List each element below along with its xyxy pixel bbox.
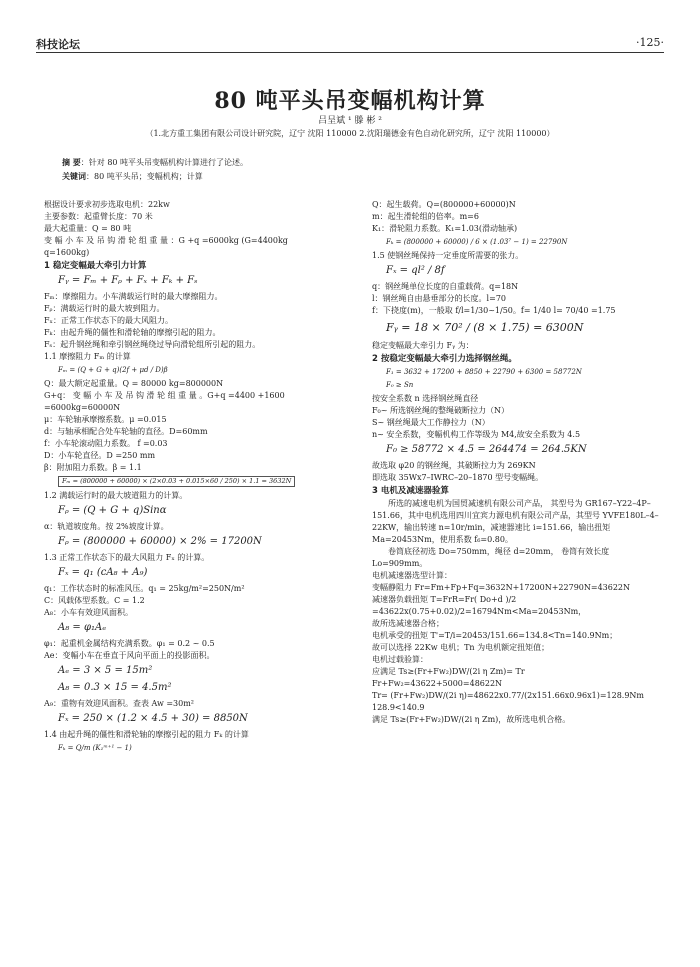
body-text-line: 128.9<140.9 bbox=[372, 703, 425, 712]
body-text-line: q=1600kg) bbox=[44, 248, 90, 257]
body-text-line: Q：最大额定起重量。Q = 80000 kg=800000N bbox=[44, 379, 224, 388]
left-column bbox=[44, 199, 339, 756]
body-text-line: 按安全系数 n 选择钢丝绳直径 bbox=[372, 394, 479, 403]
body-text-line: Fₘ：摩擦阻力。小车满载运行时的最大摩擦阻力。 bbox=[44, 292, 223, 301]
body-text-line: Tr= (Fr+Fw₂)DW/(2i η)=48622x0.77/(2x151.66x0.96x1)=128.9Nm bbox=[372, 691, 645, 700]
body-text-line: 电机承受的扭矩 T'=T/i=20453/151.66=134.8<Tn=140.9Nm； bbox=[372, 631, 618, 640]
body-text-line: 故所选减速器合格； bbox=[372, 619, 444, 628]
page-number: ·125· bbox=[636, 36, 664, 49]
body-text-line: 1.3 正常工作状态下的最大风阻力 Fₓ 的计算。 bbox=[44, 553, 210, 562]
paper-title: 80 吨平头吊变幅机构计算 bbox=[214, 88, 486, 114]
body-text-line: α：轨道坡度角。按 2%坡度计算。 bbox=[44, 522, 169, 531]
section-heading: 1 稳定变幅最大牵引力计算 bbox=[44, 261, 147, 271]
body-text-line: 最大起重量：Q = 80 吨 bbox=[44, 224, 132, 233]
equation: Fₖ = Q/m (K₁ᵐ⁺¹ − 1) bbox=[58, 744, 132, 752]
body-text-line: 电机过载验算： bbox=[372, 655, 428, 664]
body-paragraph: 所选的减速电机为国贸减速机有限公司产品， 其型号为 GR167–Y22–4P–151.66，其中电机选用四川宜宾力源电机有限公司产品，其型号 YVFE180L–4–22KW，输出转速 n=10r/min，减速器速比 i=151.66，输出扭矩 Ma=20453Nm，使用系数 f₆=0.80。 bbox=[372, 499, 659, 544]
body-text-line: Ae：变幅小车在垂直于风向平面上的投影面积。 bbox=[44, 651, 215, 660]
abstract bbox=[62, 157, 248, 168]
section-heading: 3 电机及减速器验算 bbox=[372, 486, 449, 496]
body-text-line: f：小车轮滚动阻力系数。 f =0.03 bbox=[44, 439, 168, 448]
equation: A₈ = φ₁Aₑ bbox=[58, 622, 107, 633]
body-text-line: =43622x(0.75+0.02)/2=16794Nm<Ma=20453Nm， bbox=[372, 607, 587, 616]
keywords bbox=[62, 171, 203, 182]
body-text-line: D：小车轮直径。D =250 mm bbox=[44, 451, 156, 460]
body-text-line: 主要参数：起重臂长度：70 米 bbox=[44, 212, 153, 221]
body-text-line: q：钢丝绳单位长度的自重载荷。q=18N bbox=[372, 282, 519, 291]
equation: Fₘ = (Q + G + q)(2f + μd / D)β bbox=[58, 366, 168, 374]
body-text-line: A₈：小车有效迎风面积。 bbox=[44, 608, 133, 617]
body-text-line: 故选取 φ20 的钢丝绳，其破断拉力为 269KN bbox=[372, 461, 536, 470]
body-text-line: 变 幅 小 车 及 吊 钩 滑 轮 组 重 量 ：G +q =6000kg (G=4400kg bbox=[44, 236, 288, 245]
body-text-line: Q：起生载荷。Q=(800000+60000)N bbox=[372, 200, 516, 209]
body-text-line: f：下挠度(m)，一般取 f/l=1/30~1/50。f= 1/40 l= 70/40 =1.75 bbox=[372, 306, 616, 315]
body-text-line: Fₓ：正常工作状态下的最大风阻力。 bbox=[44, 316, 173, 325]
body-text-line: 电机减速器选型计算： bbox=[372, 571, 452, 580]
equation: A₈ = 0.3 × 15 = 4.5m² bbox=[58, 682, 172, 693]
equation: F₁ = 3632 + 17200 + 8850 + 22790 + 6300 = 58772N bbox=[386, 368, 582, 376]
equation: Fₓ = q₁ (cA₈ + A₉) bbox=[58, 567, 148, 578]
body-text-line: Fr+Fw₂=43622+5000=48622N bbox=[372, 679, 503, 688]
journal-section: 科技论坛 bbox=[36, 38, 80, 51]
body-text-line: 1.2 满载运行时的最大坡道阻力的计算。 bbox=[44, 491, 188, 500]
equation: Fᵨ = (Q + G + q)Sinα bbox=[58, 505, 167, 516]
body-text-line: 1.1 摩擦阻力 Fₘ 的计算 bbox=[44, 352, 131, 361]
equation: Fᵧ = Fₘ + Fᵨ + Fₓ + Fₖ + Fₛ bbox=[58, 275, 198, 286]
body-text-line: Fₖ：由起升绳的僵性和滑轮轴的摩擦引起的阻力。 bbox=[44, 328, 221, 337]
body-paragraph: 卷筒底径初选 Do=750mm，绳径 d=20mm， 卷筒有效长度 Lo=909mm。 bbox=[372, 547, 610, 568]
equation: Fₓ = ql² / 8f bbox=[386, 265, 445, 276]
body-text-line: 稳定变幅最大牵引力 Fᵧ 为： bbox=[372, 341, 474, 350]
body-text-line: Fᵨ：满载运行时的最大坡到阻力。 bbox=[44, 304, 165, 313]
body-text-line: 1.5 使钢丝绳保持一定垂度所需要的张力。 bbox=[372, 251, 524, 260]
equation: Aₑ = 3 × 5 = 15m² bbox=[58, 665, 153, 676]
equation: F₀ ≥ 58772 × 4.5 = 264474 = 264.5KN bbox=[386, 444, 587, 455]
running-header bbox=[36, 36, 664, 53]
affiliations: （1.北方重工集团有限公司设计研究院，辽宁 沈阳 110000 2.沈阳瑞德金有色自动化研究所，辽宁 沈阳 110000） bbox=[145, 129, 555, 138]
body-text-line: F₀~ 所选钢丝绳的整绳破断拉力（N） bbox=[372, 406, 510, 415]
body-text-line: =6000kg=60000N bbox=[44, 403, 121, 412]
equation: Fᵧ = 18 × 70² / (8 × 1.75) = 6300N bbox=[386, 321, 584, 334]
equation: Fₖ = (800000 + 60000) / 6 × (1.03⁷ − 1) = 22790N bbox=[386, 238, 568, 246]
body-text-line: K₁：滑轮阻力系数。K₁=1.03(滑动轴承) bbox=[372, 224, 518, 233]
section-heading: 2 按稳定变幅最大牵引力选择钢丝绳。 bbox=[372, 354, 517, 364]
body-text-line: d：与轴承相配合处车轮轴的直径。D=60mm bbox=[44, 427, 208, 436]
body-text-line: 故可以选择 22Kw 电机；Tn 为电机额定扭矩值； bbox=[372, 643, 550, 652]
body-text-line: β：附加阻力系数。β = 1.1 bbox=[44, 463, 142, 472]
keywords-label: 关键词 bbox=[62, 172, 86, 181]
body-text-line: μ：车轮轴承摩擦系数。μ =0.015 bbox=[44, 415, 167, 424]
equation: Fₓ = 250 × (1.2 × 4.5 + 30) = 8850N bbox=[58, 713, 248, 724]
body-text-line: n~ 安全系数，变幅机构工作等级为 M4,故安全系数为 4.5 bbox=[372, 430, 581, 439]
body-text-line: G+q： 变 幅 小 车 及 吊 钩 滑 轮 组 重 量 。G+q =4400 +1600 bbox=[44, 391, 285, 400]
body-text-line: 应满足 Ts≥(Fr+Fw₂)DW/(2i η Zm)= Tr bbox=[372, 667, 525, 676]
authors: 吕呈斌 ¹ 滕 彬 ² bbox=[318, 116, 382, 126]
equation: F₀ ≥ Sn bbox=[386, 381, 414, 389]
keywords-text: ：80 吨平头吊；变幅机构；计算 bbox=[86, 172, 203, 181]
body-text-line: 变幅静阻力 Fr=Fm+Fp+Fq=3632N+17200N+22790N=43622N bbox=[372, 583, 631, 592]
body-text-line: m：起生滑轮组的倍率。m=6 bbox=[372, 212, 479, 221]
body-text-line: q₁：工作状态时的标准风压。q₁ = 25kg/m²=250N/m² bbox=[44, 584, 245, 593]
abstract-label: 摘 要 bbox=[62, 158, 81, 167]
body-text-line: l：钢丝绳自由悬垂部分的长度。l=70 bbox=[372, 294, 506, 303]
body-text-line: 即选取 35Wx7–IWRC–20–1870 型号变幅绳。 bbox=[372, 473, 544, 482]
body-text-line: 减速器负载扭矩 T=FrR=Fr( Do+d )/2 bbox=[372, 595, 517, 604]
equation: Fₘ = (800000 + 60000) × (2×0.03 + 0.015×60 / 250) × 1.1 = 3632N bbox=[58, 476, 295, 487]
body-text-line: 根据设计要求初步选取电机：22kw bbox=[44, 200, 170, 209]
body-text-line: S~ 钢丝绳最大工作静拉力（N） bbox=[372, 418, 490, 427]
body-text-line: φ₁：起重机金属结构充满系数。φ₁ = 0.2 ~ 0.5 bbox=[44, 639, 215, 648]
abstract-text: ：针对 80 吨平头吊变幅机构计算进行了论述。 bbox=[80, 158, 249, 167]
body-text-line: C：风载体型系数。C = 1.2 bbox=[44, 596, 145, 605]
body-text-line: 1.4 由起升绳的僵性和滑轮轴的摩擦引起的阻力 Fₖ 的计算 bbox=[44, 730, 249, 739]
body-text-line: Fₛ：起升钢丝绳和牵引钢丝绳绕过导向滑轮组所引起的阻力。 bbox=[44, 340, 261, 349]
body-text-line: 满足 Ts≥(Fr+Fw₂)DW/(2i η Zm)，故所选电机合格。 bbox=[372, 715, 571, 724]
equation: Fᵨ = (800000 + 60000) × 2% = 17200N bbox=[58, 536, 262, 547]
body-text-line: A₉：重物有效迎风面积。查表 Aw =30m² bbox=[44, 699, 195, 708]
right-column bbox=[372, 199, 660, 726]
